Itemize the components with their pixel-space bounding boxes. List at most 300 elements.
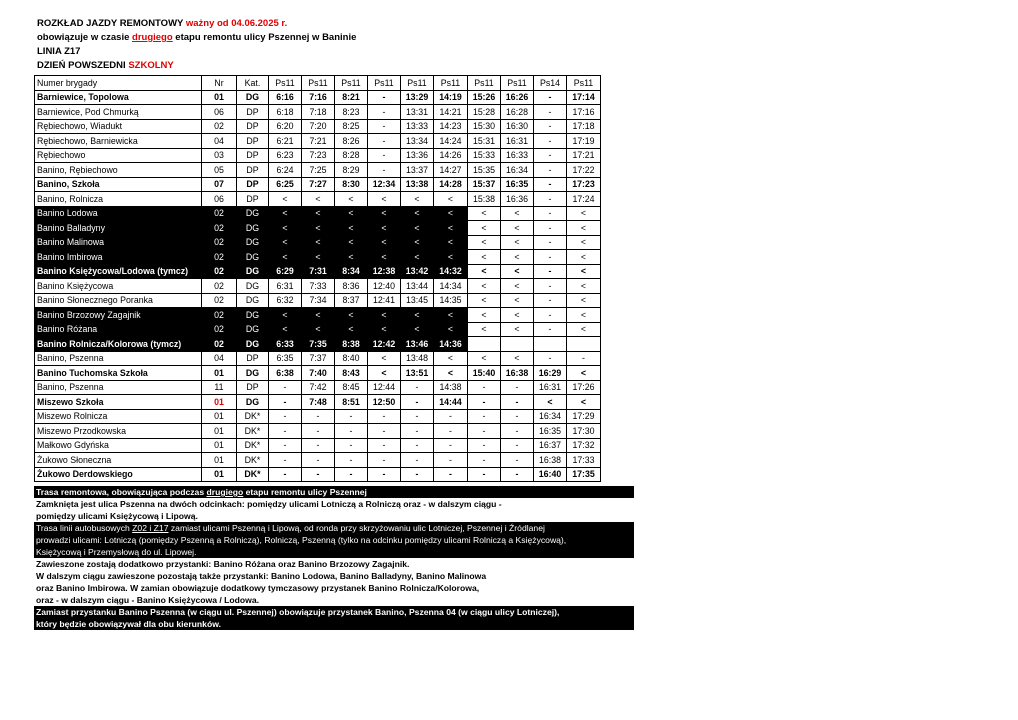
departure-time: -: [401, 453, 434, 468]
departure-time: -: [501, 438, 534, 453]
departure-time: <: [434, 235, 468, 250]
departure-time: -: [368, 467, 401, 482]
departure-time: <: [468, 279, 501, 294]
note-route-desc: Trasa linii autobusowych Z02 i Z17 zamiast ulicami Pszenną i Lipową, od ronda przy skrzyżowaniu ulic Lotniczej, Pszennej i Źródlanej: [34, 522, 634, 534]
stop-name: Banino Rolnicza/Kolorowa (tymcz): [35, 337, 202, 352]
departure-time: -: [534, 351, 567, 366]
departure-time: 7:18: [302, 105, 335, 120]
departure-time: 15:33: [468, 148, 501, 163]
departure-time: <: [401, 250, 434, 265]
departure-time: <: [335, 322, 368, 337]
departure-time: <: [501, 322, 534, 337]
departure-time: 14:19: [434, 90, 468, 105]
departure-time: 16:29: [534, 366, 567, 381]
departure-time: 14:27: [434, 163, 468, 178]
departure-time: -: [368, 409, 401, 424]
departure-time: 14:36: [434, 337, 468, 352]
stop-category: DG: [237, 206, 269, 221]
departure-time: <: [302, 250, 335, 265]
departure-time: 7:42: [302, 380, 335, 395]
departure-time: -: [302, 467, 335, 482]
stop-name: Miszewo Rolnicza: [35, 409, 202, 424]
stop-name: Banino Malinowa: [35, 235, 202, 250]
departure-time: 17:18: [567, 119, 601, 134]
stop-category: DG: [237, 308, 269, 323]
departure-time: -: [501, 453, 534, 468]
departure-time: <: [468, 308, 501, 323]
departure-time: <: [501, 351, 534, 366]
departure-time: <: [434, 192, 468, 207]
stop-number: 01: [202, 409, 237, 424]
departure-time: 6:31: [269, 279, 302, 294]
departure-time: 13:38: [401, 177, 434, 192]
departure-time: -: [534, 148, 567, 163]
departure-time: 16:35: [501, 177, 534, 192]
departure-time: 8:45: [335, 380, 368, 395]
departure-time: 15:37: [468, 177, 501, 192]
departure-time: -: [269, 467, 302, 482]
departure-time: -: [269, 453, 302, 468]
departure-time: <: [501, 206, 534, 221]
departure-time: <: [567, 279, 601, 294]
departure-time: <: [269, 250, 302, 265]
stop-category: DP: [237, 119, 269, 134]
departure-time: -: [534, 293, 567, 308]
note-suspended: Zawieszone zostają dodatkowo przystanki: Banino Różana oraz Banino Brzozowy Zagajnik.: [36, 559, 410, 569]
stop-number: 02: [202, 206, 237, 221]
departure-time: 15:31: [468, 134, 501, 149]
departure-time: 14:44: [434, 395, 468, 410]
header-cell: Ps11: [302, 76, 335, 91]
departure-time: <: [567, 395, 601, 410]
stop-number: 06: [202, 105, 237, 120]
stop-number: 05: [202, 163, 237, 178]
departure-time: 17:33: [567, 453, 601, 468]
departure-time: -: [368, 453, 401, 468]
departure-time: -: [434, 467, 468, 482]
stop-name: Żukowo Derdowskiego: [35, 467, 202, 482]
stop-number: 02: [202, 279, 237, 294]
departure-time: <: [434, 351, 468, 366]
stop-name: Banino Księżycowa/Lodowa (tymcz): [35, 264, 202, 279]
stop-name: Banino, Szkoła: [35, 177, 202, 192]
departure-time: 7:25: [302, 163, 335, 178]
table-row: [35, 293, 601, 308]
departure-time: <: [335, 192, 368, 207]
departure-time: -: [368, 105, 401, 120]
table-row: [35, 279, 601, 294]
note-replacement-2: który będzie obowiązywał dla obu kierunków.: [34, 618, 634, 630]
departure-time: 13:33: [401, 119, 434, 134]
departure-time: -: [269, 424, 302, 439]
departure-time: <: [501, 250, 534, 265]
departure-time: -: [534, 90, 567, 105]
departure-time: <: [335, 250, 368, 265]
departure-time: 17:21: [567, 148, 601, 163]
departure-time: 6:21: [269, 134, 302, 149]
departure-time: -: [302, 453, 335, 468]
departure-time: 13:34: [401, 134, 434, 149]
table-row: [35, 177, 601, 192]
stop-number: 11: [202, 380, 237, 395]
departure-time: 17:35: [567, 467, 601, 482]
departure-time: 13:44: [401, 279, 434, 294]
stop-name: Rębiechowo, Wiadukt: [35, 119, 202, 134]
departure-time: -: [468, 424, 501, 439]
departure-time: -: [468, 467, 501, 482]
departure-time: <: [368, 308, 401, 323]
departure-time: 8:26: [335, 134, 368, 149]
departure-time: <: [468, 250, 501, 265]
departure-time: 6:16: [269, 90, 302, 105]
stop-category: DP: [237, 177, 269, 192]
stop-name: Żukowo Słoneczna: [35, 453, 202, 468]
departure-time: 6:20: [269, 119, 302, 134]
departure-time: -: [534, 163, 567, 178]
departure-time: <: [501, 221, 534, 236]
departure-time: -: [501, 467, 534, 482]
departure-time: -: [434, 453, 468, 468]
departure-time: <: [468, 293, 501, 308]
departure-time: 13:45: [401, 293, 434, 308]
table-row: [35, 467, 601, 482]
departure-time: -: [534, 119, 567, 134]
table-row: [35, 264, 601, 279]
departure-time: 13:51: [401, 366, 434, 381]
departure-time: 15:26: [468, 90, 501, 105]
header-cell: Ps11: [401, 76, 434, 91]
departure-time: <: [401, 206, 434, 221]
departure-time: 12:34: [368, 177, 401, 192]
departure-time: <: [368, 235, 401, 250]
departure-time: -: [335, 453, 368, 468]
departure-time: -: [269, 380, 302, 395]
stop-category: DG: [237, 250, 269, 265]
stop-name: Banino Tuchomska Szkoła: [35, 366, 202, 381]
departure-time: -: [534, 250, 567, 265]
table-row: [35, 235, 601, 250]
departure-time: 6:25: [269, 177, 302, 192]
note-suspended-4: oraz - w dalszym ciągu - Banino Księżycowa / Lodowa.: [36, 595, 260, 605]
stop-category: DP: [237, 192, 269, 207]
stop-name: Barniewice, Topolowa: [35, 90, 202, 105]
departure-time: 6:29: [269, 264, 302, 279]
stop-name: Rębiechowo: [35, 148, 202, 163]
departure-time: <: [434, 366, 468, 381]
departure-time: -: [534, 206, 567, 221]
departure-time: 6:24: [269, 163, 302, 178]
note-suspended-2: W dalszym ciągu zawieszone pozostają także przystanki: Banino Lodowa, Banino Balladyny, Banino Malinowa: [36, 571, 487, 581]
departure-time: <: [335, 221, 368, 236]
departure-time: 17:30: [567, 424, 601, 439]
departure-time: <: [434, 250, 468, 265]
departure-time: 16:31: [534, 380, 567, 395]
departure-time: -: [368, 148, 401, 163]
table-row: [35, 322, 601, 337]
header-cell: Kat.: [237, 76, 269, 91]
departure-time: -: [501, 395, 534, 410]
departure-time: 16:31: [501, 134, 534, 149]
departure-time: 6:18: [269, 105, 302, 120]
departure-time: 13:48: [401, 351, 434, 366]
departure-time: 14:21: [434, 105, 468, 120]
stop-number: 02: [202, 308, 237, 323]
stop-number: 02: [202, 221, 237, 236]
departure-time: 13:31: [401, 105, 434, 120]
stop-category: DP: [237, 163, 269, 178]
departure-time: 17:14: [567, 90, 601, 105]
departure-time: 7:35: [302, 337, 335, 352]
departure-time: <: [368, 351, 401, 366]
stop-category: DP: [237, 134, 269, 149]
departure-time: -: [468, 409, 501, 424]
departure-time: -: [534, 264, 567, 279]
departure-time: <: [501, 279, 534, 294]
stop-category: DK*: [237, 453, 269, 468]
departure-time: 6:33: [269, 337, 302, 352]
stop-name: Rębiechowo, Barniewicka: [35, 134, 202, 149]
departure-time: -: [302, 424, 335, 439]
departure-time: <: [567, 221, 601, 236]
stop-category: DG: [237, 264, 269, 279]
departure-time: 14:26: [434, 148, 468, 163]
departure-time: -: [368, 438, 401, 453]
departure-time: 16:38: [534, 453, 567, 468]
departure-time: <: [434, 206, 468, 221]
stop-number: 03: [202, 148, 237, 163]
departure-time: -: [501, 409, 534, 424]
departure-time: <: [335, 235, 368, 250]
title-line: [37, 18, 287, 30]
stop-category: DK*: [237, 409, 269, 424]
departure-time: -: [302, 438, 335, 453]
stage-text-a: obowiązuje w czasie: [37, 32, 133, 43]
departure-time: <: [468, 235, 501, 250]
header-row: [35, 76, 601, 91]
stop-category: DG: [237, 337, 269, 352]
departure-time: 16:35: [534, 424, 567, 439]
stop-category: DG: [237, 279, 269, 294]
departure-time: -: [269, 395, 302, 410]
departure-time: -: [534, 221, 567, 236]
table-row: [35, 395, 601, 410]
departure-time: -: [468, 395, 501, 410]
stop-category: DK*: [237, 438, 269, 453]
departure-time: 12:38: [368, 264, 401, 279]
departure-time: 7:20: [302, 119, 335, 134]
stop-name: Banino Balladyny: [35, 221, 202, 236]
departure-time: -: [335, 467, 368, 482]
departure-time: -: [401, 380, 434, 395]
departure-time: <: [501, 264, 534, 279]
table-row: [35, 163, 601, 178]
departure-time: 8:34: [335, 264, 368, 279]
stop-name: Banino Lodowa: [35, 206, 202, 221]
departure-time: <: [501, 235, 534, 250]
header-stop: Numer brygady: [35, 76, 202, 91]
departure-time: 16:26: [501, 90, 534, 105]
stop-category: DP: [237, 148, 269, 163]
title-text: ROZKŁAD JAZDY REMONTOWY: [37, 18, 186, 29]
table-row: [35, 351, 601, 366]
stop-number: 04: [202, 351, 237, 366]
departure-time: 15:38: [468, 192, 501, 207]
stop-name: Banino Imbirowa: [35, 250, 202, 265]
departure-time: -: [368, 90, 401, 105]
departure-time: 12:42: [368, 337, 401, 352]
departure-time: 15:35: [468, 163, 501, 178]
stop-number: 01: [202, 453, 237, 468]
departure-time: <: [269, 192, 302, 207]
departure-time: 17:16: [567, 105, 601, 120]
departure-time: <: [368, 366, 401, 381]
stop-category: DP: [237, 351, 269, 366]
departure-time: -: [434, 409, 468, 424]
departure-time: 16:38: [501, 366, 534, 381]
stop-name: Miszewo Szkoła: [35, 395, 202, 410]
departure-time: <: [567, 293, 601, 308]
stage-text-b: drugiego: [132, 32, 173, 43]
departure-time: -: [335, 438, 368, 453]
table-row: [35, 438, 601, 453]
stop-number: 02: [202, 337, 237, 352]
departure-time: <: [368, 206, 401, 221]
departure-time: -: [534, 105, 567, 120]
departure-time: [501, 337, 534, 352]
departure-time: -: [468, 438, 501, 453]
day-type-text: DZIEŃ POWSZEDNI: [37, 60, 129, 71]
departure-time: 8:30: [335, 177, 368, 192]
departure-time: <: [468, 221, 501, 236]
departure-time: <: [567, 308, 601, 323]
stop-category: DG: [237, 221, 269, 236]
departure-time: <: [269, 308, 302, 323]
departure-time: -: [501, 380, 534, 395]
departure-time: 14:23: [434, 119, 468, 134]
table-row: [35, 105, 601, 120]
departure-time: -: [302, 409, 335, 424]
departure-time: <: [434, 322, 468, 337]
departure-time: 6:23: [269, 148, 302, 163]
stop-number: 01: [202, 90, 237, 105]
note-route-title: Trasa remontowa, obowiązująca podczas drugiego etapu remontu ulicy Pszennej: [34, 486, 634, 498]
table-row: [35, 250, 601, 265]
valid-from-text: ważny od 04.06.2025 r.: [185, 18, 288, 29]
departure-time: 16:33: [501, 148, 534, 163]
stop-number: 01: [202, 467, 237, 482]
departure-time: 7:27: [302, 177, 335, 192]
departure-time: 14:28: [434, 177, 468, 192]
header-cell: Ps11: [368, 76, 401, 91]
stop-category: DG: [237, 90, 269, 105]
stop-category: DP: [237, 380, 269, 395]
table-row: [35, 453, 601, 468]
departure-time: [567, 337, 601, 352]
stop-number: 02: [202, 235, 237, 250]
table-row: [35, 221, 601, 236]
stop-category: DG: [237, 395, 269, 410]
table-row: [35, 308, 601, 323]
departure-time: 15:30: [468, 119, 501, 134]
departure-time: 15:28: [468, 105, 501, 120]
stop-number: 02: [202, 293, 237, 308]
departure-time: -: [534, 192, 567, 207]
stop-name: Małkowo Gdyńska: [35, 438, 202, 453]
day-type-line: [37, 60, 174, 72]
departure-time: -: [401, 424, 434, 439]
departure-time: 17:22: [567, 163, 601, 178]
departure-time: -: [567, 351, 601, 366]
departure-time: <: [434, 221, 468, 236]
departure-time: 8:40: [335, 351, 368, 366]
departure-time: 14:32: [434, 264, 468, 279]
departure-time: -: [335, 424, 368, 439]
departure-time: -: [401, 467, 434, 482]
stop-category: DK*: [237, 424, 269, 439]
departure-time: <: [269, 221, 302, 236]
departure-time: -: [269, 438, 302, 453]
departure-time: 7:16: [302, 90, 335, 105]
note-suspended-3: oraz Banino Imbirowa. W zamian obowiązuje dodatkowy tymczasowy przystanek Banino Rolnicza/Kolorowa,: [36, 583, 480, 593]
header-cell: Ps11: [269, 76, 302, 91]
header-cell: Ps14: [534, 76, 567, 91]
school-text: SZKOLNY: [128, 60, 174, 71]
stop-number: 01: [202, 366, 237, 381]
departure-time: -: [534, 177, 567, 192]
departure-time: 16:37: [534, 438, 567, 453]
table-row: [35, 134, 601, 149]
departure-time: 13:42: [401, 264, 434, 279]
stage-line: [37, 32, 356, 44]
departure-time: <: [534, 395, 567, 410]
stop-number: 02: [202, 250, 237, 265]
note-closure-2: pomiędzy ulicami Księżycową i Lipową.: [36, 511, 198, 521]
departure-time: <: [501, 293, 534, 308]
departure-time: 17:26: [567, 380, 601, 395]
departure-time: -: [368, 163, 401, 178]
stop-category: DG: [237, 293, 269, 308]
departure-time: 13:46: [401, 337, 434, 352]
departure-time: 15:40: [468, 366, 501, 381]
note-closure: Zamknięta jest ulica Pszenna na dwóch odcinkach: pomiędzy ulicami Lotniczą a Rolniczą oraz - w dalszym ciągu -: [36, 499, 502, 509]
departure-time: 7:31: [302, 264, 335, 279]
departure-time: 16:30: [501, 119, 534, 134]
departure-time: <: [401, 322, 434, 337]
stop-name: Banino, Pszenna: [35, 351, 202, 366]
departure-time: <: [468, 322, 501, 337]
departure-time: 14:35: [434, 293, 468, 308]
departure-time: 7:40: [302, 366, 335, 381]
departure-time: <: [401, 235, 434, 250]
departure-time: <: [567, 264, 601, 279]
table-row: [35, 409, 601, 424]
departure-time: 17:24: [567, 192, 601, 207]
departure-time: 7:23: [302, 148, 335, 163]
departure-time: 16:34: [501, 163, 534, 178]
departure-time: 13:29: [401, 90, 434, 105]
departure-time: 12:44: [368, 380, 401, 395]
departure-time: 14:38: [434, 380, 468, 395]
departure-time: <: [302, 308, 335, 323]
table-row: [35, 192, 601, 207]
departure-time: <: [434, 308, 468, 323]
header-cell: Ps11: [567, 76, 601, 91]
table-row: [35, 90, 601, 105]
departure-time: -: [368, 134, 401, 149]
stop-number: 02: [202, 119, 237, 134]
stop-name: Miszewo Przodkowska: [35, 424, 202, 439]
departure-time: <: [302, 192, 335, 207]
